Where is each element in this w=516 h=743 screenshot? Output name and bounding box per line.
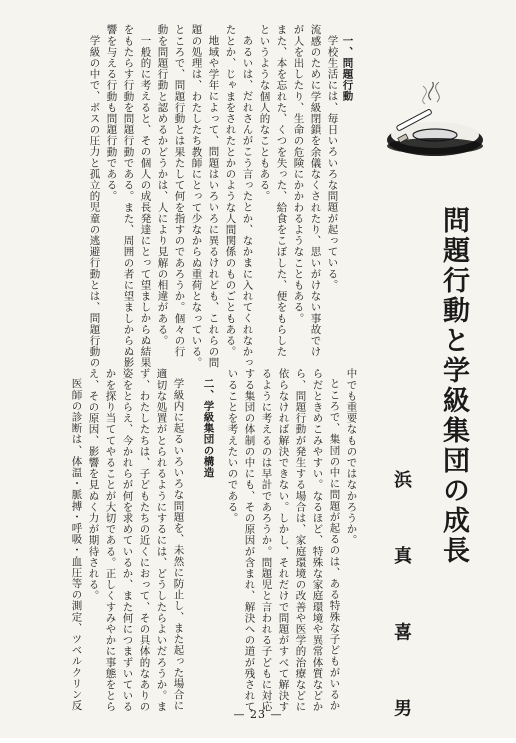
body-line: 響を与える行動も問題行動である。: [105, 24, 118, 202]
body-line: ら、問題行動が発生する場合は、家庭環境の改善や医学的治療などに: [294, 368, 307, 713]
body-line: 適切な処置がとられるようにするには、どうしたらよいだろうか。ま: [155, 368, 168, 713]
body-line: 学級の中で、ボスの圧力と孤立的児童の逃避行動とは、問題行動の: [88, 35, 101, 368]
body-line: 地域や学年によって、問題はいろいろに異るけれども、これらの問: [207, 35, 220, 368]
body-line: 依らなければ解決できない。しかし、それだけで問題がすべて解決す: [277, 368, 290, 713]
body-line: というような個人的なこともある。: [258, 24, 271, 202]
section-heading: 二、学級集団の構造: [202, 378, 215, 478]
body-line: する集団の体制の中にも、その原因が含まれ、解決への道が残されて: [243, 368, 256, 713]
body-line: らだときめこみやすい。なるほど、特殊な家庭環境や異常体質などか: [311, 368, 324, 713]
body-line: 流感のために学級閉鎖を余儀なくされたり、思いがけない事故でけ: [309, 24, 322, 357]
body-line: をもたらす行動を問題行動である。また、周囲の者に望ましからぬ影: [122, 24, 135, 369]
body-line: ず、わたしたちは、子どもたちの近くにおって、その具体的なありの: [138, 368, 151, 713]
author-name: 浜 真 喜 男: [391, 470, 412, 743]
article-title: 問題行動と学級集団の成長: [438, 206, 469, 566]
ashtray-illustration: [373, 82, 493, 172]
body-line: ところで、集団の中に問題が起るのは、ある特殊な子どもがいるか: [328, 378, 341, 711]
body-line: え、その原因、影響を見ぬく力が期待される。: [87, 368, 100, 602]
body-line: るように考えるのは早計であろうか。問題児と言われる子どもに対応: [260, 368, 273, 713]
body-line: 医師の診断は、体温・脈搏・呼吸・血圧等の測定、ツベルクリン反: [70, 378, 83, 711]
body-line: いることを考えたいのである。: [226, 368, 239, 524]
body-line: 動を問題行動と認めるかどうかは、人により見解の相違がある。: [156, 24, 169, 346]
body-line: 題の処理は、わたしたち教師にとって少なからぬ重荷となっている。: [190, 24, 203, 369]
body-line: あるいは、だれさんがこう言ったとか、なかまに入れてくれなかっ: [241, 35, 254, 368]
body-line: 中でも重要なものではなかろうか。: [345, 368, 358, 546]
body-line: 学校生活には、毎日いろいろな問題が起っている。: [326, 35, 339, 291]
body-line: が人を出したり、生命の危険にかかわるようなこともある。: [292, 24, 305, 324]
body-line: 姿をとらえ、今かれらが何を求めているか、また何につまずいている: [121, 368, 134, 713]
body-line: 一般的に考えると、その個人の成長発達にとって望ましからぬ結果: [139, 35, 152, 368]
section-heading: 一、問題行動: [341, 35, 354, 102]
body-line: ところで、問題行動とは果たして何を指すのであろうか。個々の行: [173, 24, 186, 357]
body-line: かを探り当ててやることが大切である。正しくすみやかに事態をとら: [104, 368, 117, 713]
body-line: また、本を忘れた、くつを失った、給食をこぼした、便をもらした: [275, 24, 288, 357]
page-number: — 23 —: [233, 708, 283, 721]
body-line: たとか、じゃまをされたとかのような人間関係のものごともある。: [224, 24, 237, 357]
body-line: 学級内に起るいろいろな問題を、未然に防止し、また起った場合に: [172, 378, 185, 711]
